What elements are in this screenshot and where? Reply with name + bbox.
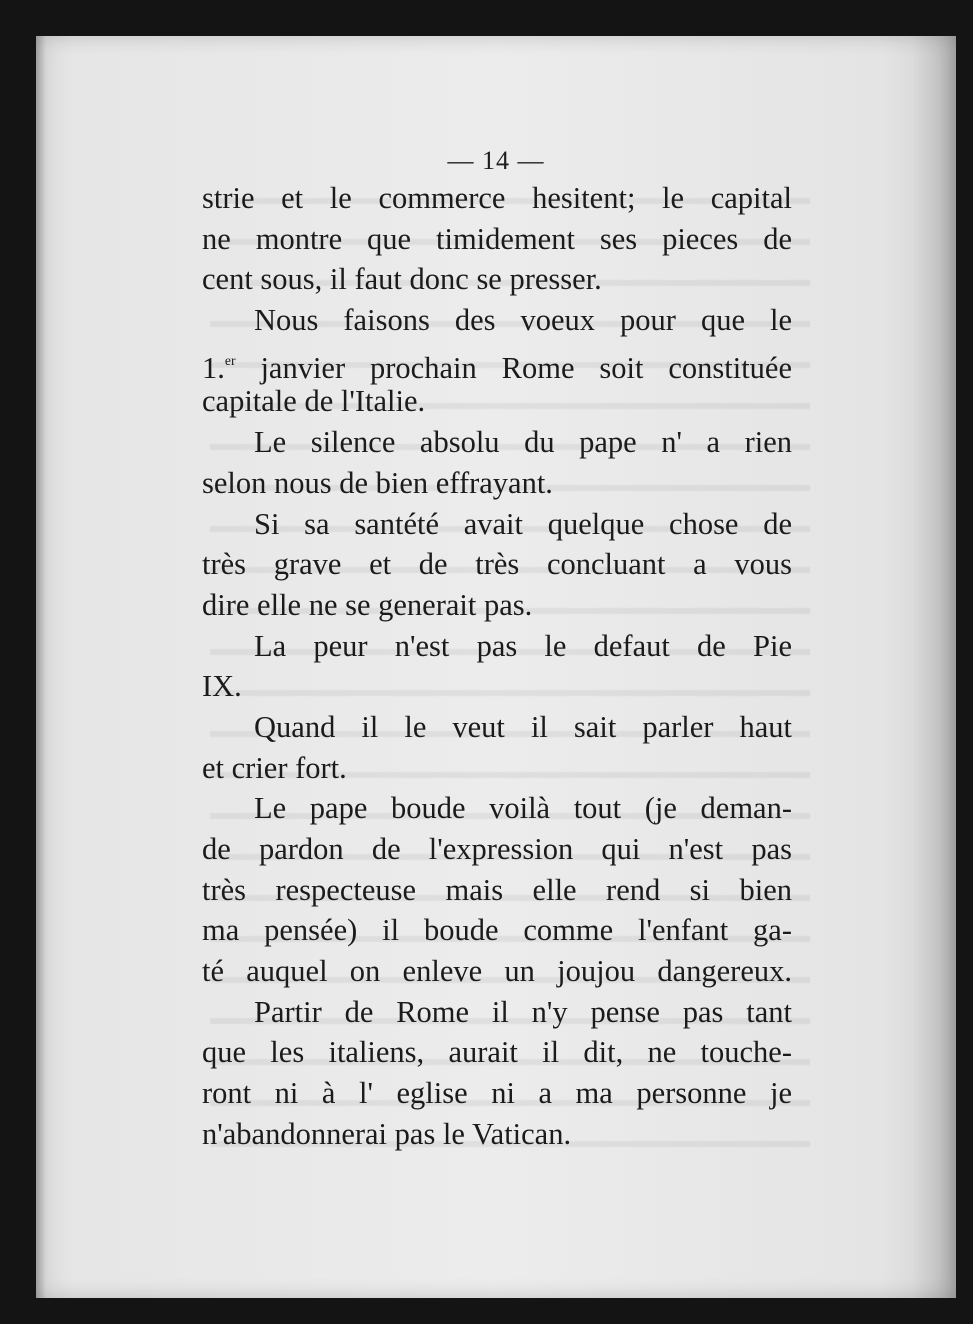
page-number: — 14 —: [447, 146, 545, 175]
page-edge-shadow: [912, 36, 956, 1298]
text-line: Quand il le veut il sait parler haut: [254, 709, 792, 744]
text-line: 1.$^{er}$ janvier prochain Rome soit constituée: [202, 350, 792, 385]
text-line: et crier fort.: [202, 750, 347, 785]
text-line: IX.: [202, 669, 242, 704]
text-line: ront ni à l' eglise ni a ma personne je: [202, 1076, 792, 1111]
text-line: Le pape boude voilà tout (je deman-: [254, 791, 792, 826]
text-line: capitale de l'Italie.: [202, 384, 426, 419]
text-line: selon nous de bien effrayant.: [202, 465, 553, 500]
text-line: Si sa santété avait quelque chose de: [254, 506, 792, 541]
text-line: ma pensée) il boude comme l'enfant ga-: [202, 913, 792, 948]
text-line: de pardon de l'expression qui n'est pas: [202, 832, 792, 866]
text-line: dire elle ne se generait pas.: [202, 587, 533, 622]
text-line: cent sous, il faut donc se presser.: [202, 262, 602, 297]
text-line: que les italiens, aurait il dit, ne touche-: [202, 1035, 792, 1070]
text-line: Le silence absolu du pape n' a rien: [254, 425, 792, 460]
page-gutter-shadow: [36, 36, 46, 1298]
body-text: [202, 178, 792, 1155]
text-line: n'abandonnerai pas le Vatican.: [202, 1116, 572, 1151]
text-line: Nous faisons des voeux pour que le: [254, 303, 792, 338]
text-line: té auquel on enleve un joujou dangereux.: [202, 954, 792, 989]
text-line: très grave et de très concluant a vous: [202, 547, 792, 582]
text-line: Partir de Rome il n'y pense pas tant: [254, 994, 792, 1029]
text-line: strie et le commerce hesitent; le capital: [202, 181, 792, 215]
text-line: La peur n'est pas le defaut de Pie: [254, 628, 792, 663]
superscript-er: er: [224, 352, 236, 368]
text-line: ne montre que timidement ses pieces de: [202, 221, 792, 256]
text-line: très respecteuse mais elle rend si bien: [202, 872, 792, 907]
